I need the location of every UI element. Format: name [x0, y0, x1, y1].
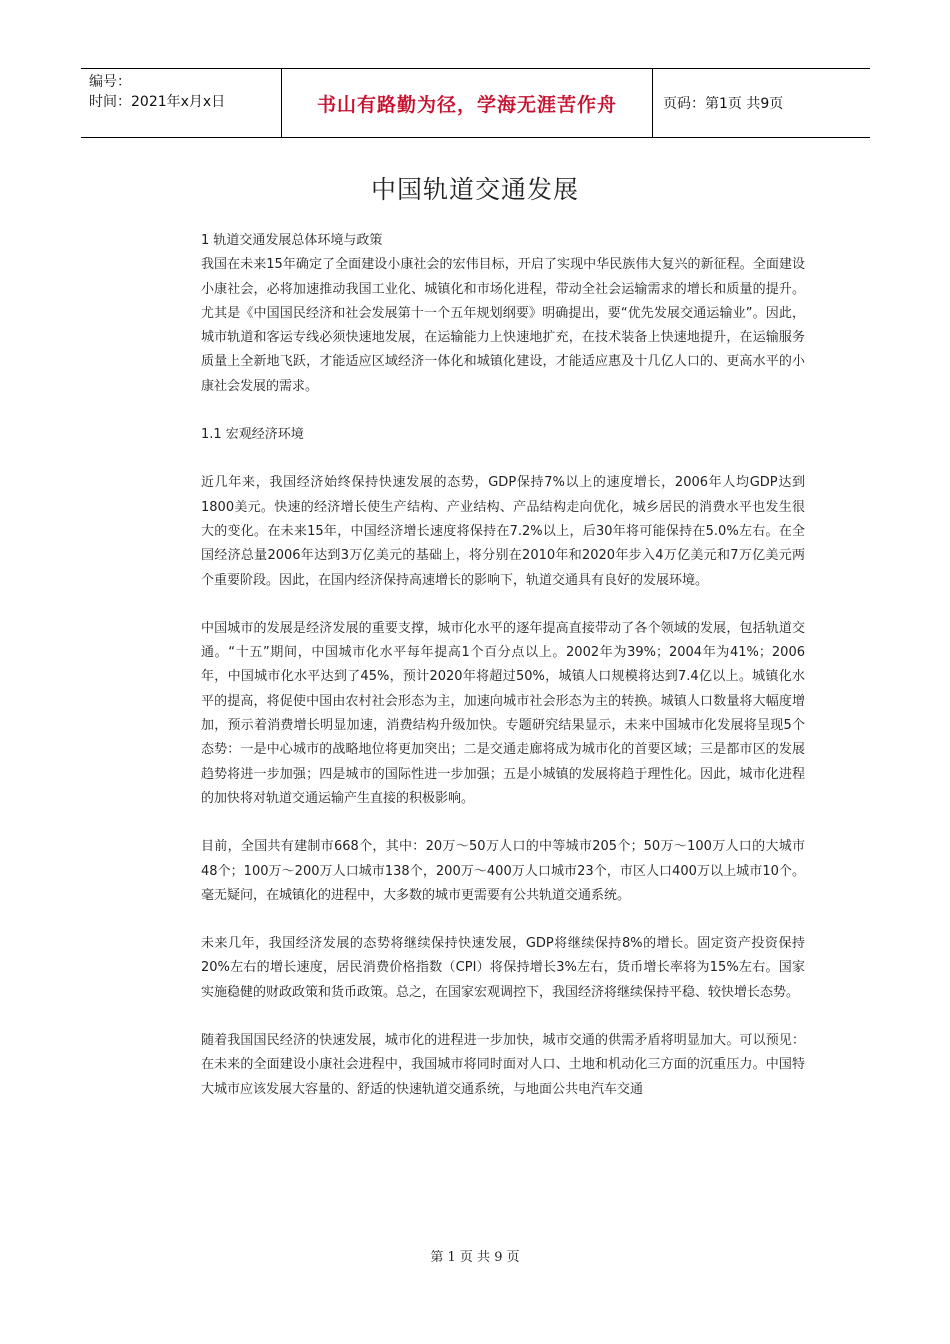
header-meta — [81, 69, 281, 137]
paragraph-4: 目前，全国共有建制市668个，其中：20万～50万人口的中等城市205个；50万～100万人口的大城市48个；100万～200万人口城市138个，200万～400万人口城市23个，市区人口400万以上城市10个。毫无疑问，在城镇化的进程中，大多数的城市更需要有公共轨道交通系统。 — [201, 839, 805, 903]
number-label: 编号： — [89, 74, 131, 90]
header-page-cell — [653, 69, 870, 137]
paragraph-3: 中国城市的发展是经济发展的重要支撑，城市化水平的逐年提高直接带动了各个领域的发展，包括轨道交通。“十五”期间，中国城市化水平每年提高1个百分点以上。2002年为39%；2004年为41%；2006年，中国城市化水平达到了45%，预计2020年将超过50%，城镇人口规模将达到7.4亿以上。城镇化水平的提高，将促使中国由农村社会形态为主，加速向城市社会形态为主的转换。城镇人口数量将大幅度增加，预示着消费增长明显加速，消费结构升级加快。专题研究结果显示，未来中国城市化发展将呈现5个态势：一是中心城市的战略地位将更加突出；二是交通走廊将成为城市化的首要区域；三是都市区的发展趋势将进一步加强；四是城市的国际性进一步加强；五是小城镇的发展将趋于理性化。因此，城市化进程的加快将对轨道交通运输产生直接的积极影响。 — [201, 620, 805, 806]
document-title: 中国轨道交通发展 — [370, 175, 579, 204]
paragraph-1: 我国在未来15年确定了全面建设小康社会的宏伟目标，开启了实现中华民族伟大复兴的新征程。全面建设小康社会，必将加速推动我国工业化、城镇化和市场化进程，带动全社会运输需求的增长和质量的提升。尤其是《中国国民经济和社会发展第十一个五年规划纲要》明确提出，要“优先发展交通运输业”。因此，城市轨道和客运专线必须快速地发展，在运输能力上快速地扩充，在技术装备上快速地提升，在运输服务质量上全新地飞跃，才能适应区域经济一体化和城镇化建设，才能适应惠及十几亿人口的、更高水平的小康社会发展的需求。 — [201, 257, 805, 394]
paragraph-2: 近几年来，我国经济始终保持快速发展的态势，GDP保持7%以上的速度增长，2006年人均GDP达到1800美元。快速的经济增长使生产结构、产业结构、产品结构走向优化，城乡居民的消费水平也发生很大的变化。在未来15年，中国经济增长速度将保持在7.2%以上，后30年将可能保持在5.0%左右。在全国经济总量2006年达到3万亿美元的基础上，将分别在2010年和2020年步入4万亿美元和7万亿美元两个重要阶段。因此，在国内经济保持高速增长的影响下，轨道交通具有良好的发展环境。 — [201, 475, 805, 588]
paragraph-5: 未来几年，我国经济发展的态势将继续保持快速发展，GDP将继续保持8%的增长。固定资产投资保持20%左右的增长速度，居民消费价格指数（CPI）将保持增长3%左右，货币增长率将为15%左右。国家实施稳健的财政政策和货币政策。总之，在国家宏观调控下，我国经济将继续保持平稳、较快增长态势。 — [201, 936, 805, 1000]
header-table — [81, 68, 870, 138]
header-motto-cell — [281, 69, 653, 137]
page-info: 页码：第1页 共9页 — [663, 96, 784, 112]
motto: 书山有路勤为径，学海无涯苦作舟 — [316, 93, 617, 116]
document-body — [201, 229, 805, 1102]
paragraph-6: 随着我国国民经济的快速发展，城市化的进程进一步加快，城市交通的供需矛盾将明显加大。可以预见：在未来的全面建设小康社会进程中，我国城市将同时面对人口、土地和机动化三方面的沉重压力。中国特大城市应该发展大容量的、舒适的快速轨道交通系统，与地面公共电汽车交通 — [201, 1033, 805, 1097]
section-heading-1-1: 1.1 宏观经济环境 — [201, 427, 304, 443]
section-heading-1: 1 轨道交通发展总体环境与政策 — [201, 233, 383, 248]
date-label: 时间：2021年x月x日 — [89, 94, 226, 110]
page-footer: 第 1 页 共 9 页 — [430, 1250, 520, 1265]
